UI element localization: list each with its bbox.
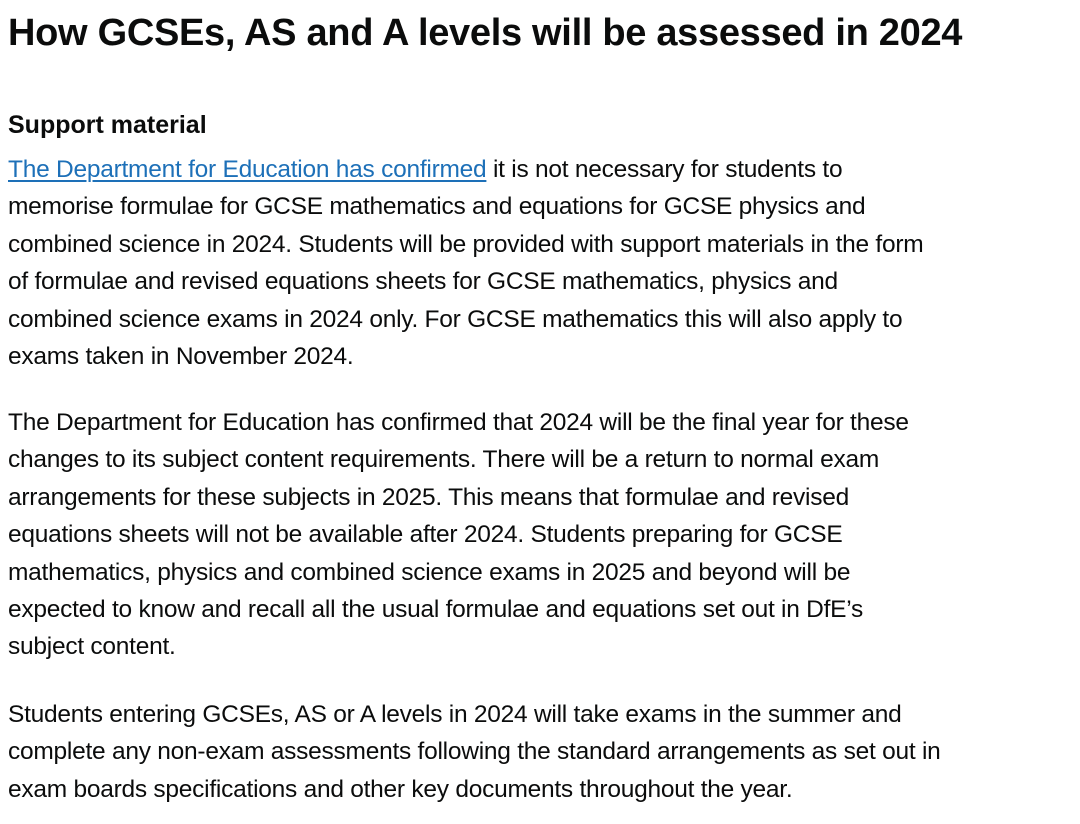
paragraph-text: it is not necessary for students to bbox=[486, 156, 843, 183]
paragraph-line: changes to its subject content requirements. There will be a return to normal exam bbox=[8, 446, 880, 474]
paragraph-line: combined science exams in 2024 only. For GCSE mathematics this will also apply to bbox=[8, 305, 903, 333]
support-paragraph-1 bbox=[8, 151, 1074, 375]
page-title: How GCSEs, AS and A levels will be assessed in 2024 bbox=[8, 12, 963, 54]
paragraph-line: equations sheets will not be available after 2024. Students preparing for GCSE bbox=[8, 521, 843, 549]
paragraph-line: mathematics, physics and combined science exams in 2025 and beyond will be bbox=[8, 558, 851, 586]
paragraph-line bbox=[8, 151, 1074, 188]
paragraph-line: complete any non-exam assessments following the standard arrangements as set out in bbox=[8, 738, 941, 766]
support-paragraph-3 bbox=[8, 696, 1074, 808]
paragraph-line: combined science in 2024. Students will be provided with support materials in the form bbox=[8, 230, 924, 258]
paragraph-line: Students entering GCSEs, AS or A levels in 2024 will take exams in the summer and bbox=[8, 701, 902, 728]
paragraph-line: memorise formulae for GCSE mathematics and equations for GCSE physics and bbox=[8, 193, 866, 221]
support-paragraph-2 bbox=[8, 404, 1074, 666]
paragraph-line: of formulae and revised equations sheets for GCSE mathematics, physics and bbox=[8, 268, 838, 296]
support-material-heading: Support material bbox=[8, 111, 207, 139]
paragraph-line: arrangements for these subjects in 2025. This means that formulae and revised bbox=[8, 483, 849, 511]
paragraph-line: exams taken in November 2024. bbox=[8, 343, 354, 371]
paragraph-line: expected to know and recall all the usual formulae and equations set out in DfE’s bbox=[8, 596, 864, 624]
dfe-confirmed-link[interactable]: The Department for Education has confirmed bbox=[8, 156, 487, 183]
paragraph-line: subject content. bbox=[8, 633, 176, 661]
paragraph-line: The Department for Education has confirmed that 2024 will be the final year for these bbox=[8, 409, 909, 436]
paragraph-line: exam boards specifications and other key documents throughout the year. bbox=[8, 775, 793, 803]
